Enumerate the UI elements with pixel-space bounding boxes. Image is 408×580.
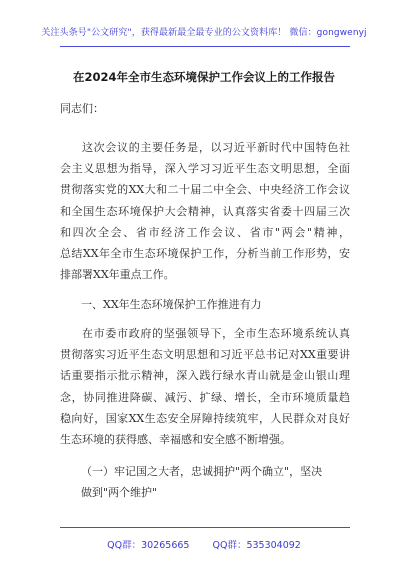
paragraph-line: 贯彻落实党的XX大和二十届二中全会、中央经济工作会议 (60, 183, 350, 197)
header-divider (60, 46, 350, 47)
paragraph-line: 这次会议的主要任务是，以习近平新时代中国特色社 (82, 141, 350, 154)
heading-line: 做到"两个维护" (81, 486, 158, 500)
document-title: 在2024年全市生态环境保护工作会议上的工作报告 (72, 70, 335, 84)
footer-divider (60, 527, 350, 528)
paragraph-line: 会主义思想为指导，深入学习习近平生态文明思想，全面 (60, 162, 350, 176)
paragraph-line: 排部署XX年重点工作。 (60, 268, 175, 282)
section-heading-1: 一、XX年生态环境保护工作推进有力 (81, 298, 262, 311)
footer-qq-group-1: QQ群：30265665 (107, 540, 190, 551)
footer (0, 537, 408, 551)
footer-qq-group-2: QQ群：535304092 (212, 540, 301, 551)
subsection-heading-1 (81, 461, 350, 503)
paragraph-intro (60, 137, 350, 285)
paragraph-line: 在市委市政府的坚强领导下，全市生态环境系统认真 (82, 327, 350, 340)
paragraph-line: 和全国生态环境保护大会精神，认真落实省委十四届三次 (60, 204, 350, 218)
paragraph-section-1 (60, 323, 350, 450)
header-banner: 关注头条号"公文研究"，获得最新最全最专业的公文资料库！ 微信：gongwenyj (41, 28, 367, 38)
paragraph-line: 念，协同推进降碳、减污、扩绿、增长，全市环境质量趋 (60, 390, 350, 404)
paragraph-line: 稳向好，国家XX生态安全屏障持续筑牢，人民群众对良好 (60, 411, 350, 425)
paragraph-line: 总结XX年全市生态环境保护工作，分析当前工作形势，安 (60, 247, 350, 261)
salutation: 同志们： (60, 102, 104, 115)
paragraph-line: 和四次全会、省市经济工作会议、省市"两会"精神， (60, 225, 350, 239)
heading-line: （一）牢记国之大者，忠诚拥护"两个确立"，坚决 (81, 465, 323, 478)
paragraph-line: 生态环境的获得感、幸福感和安全感不断增强。 (60, 433, 291, 447)
paragraph-line: 贯彻落实习近平生态文明思想和习近平总书记对XX重要讲 (60, 348, 350, 362)
paragraph-line: 话重要指示批示精神，深入践行绿水青山就是金山银山理 (60, 369, 350, 383)
